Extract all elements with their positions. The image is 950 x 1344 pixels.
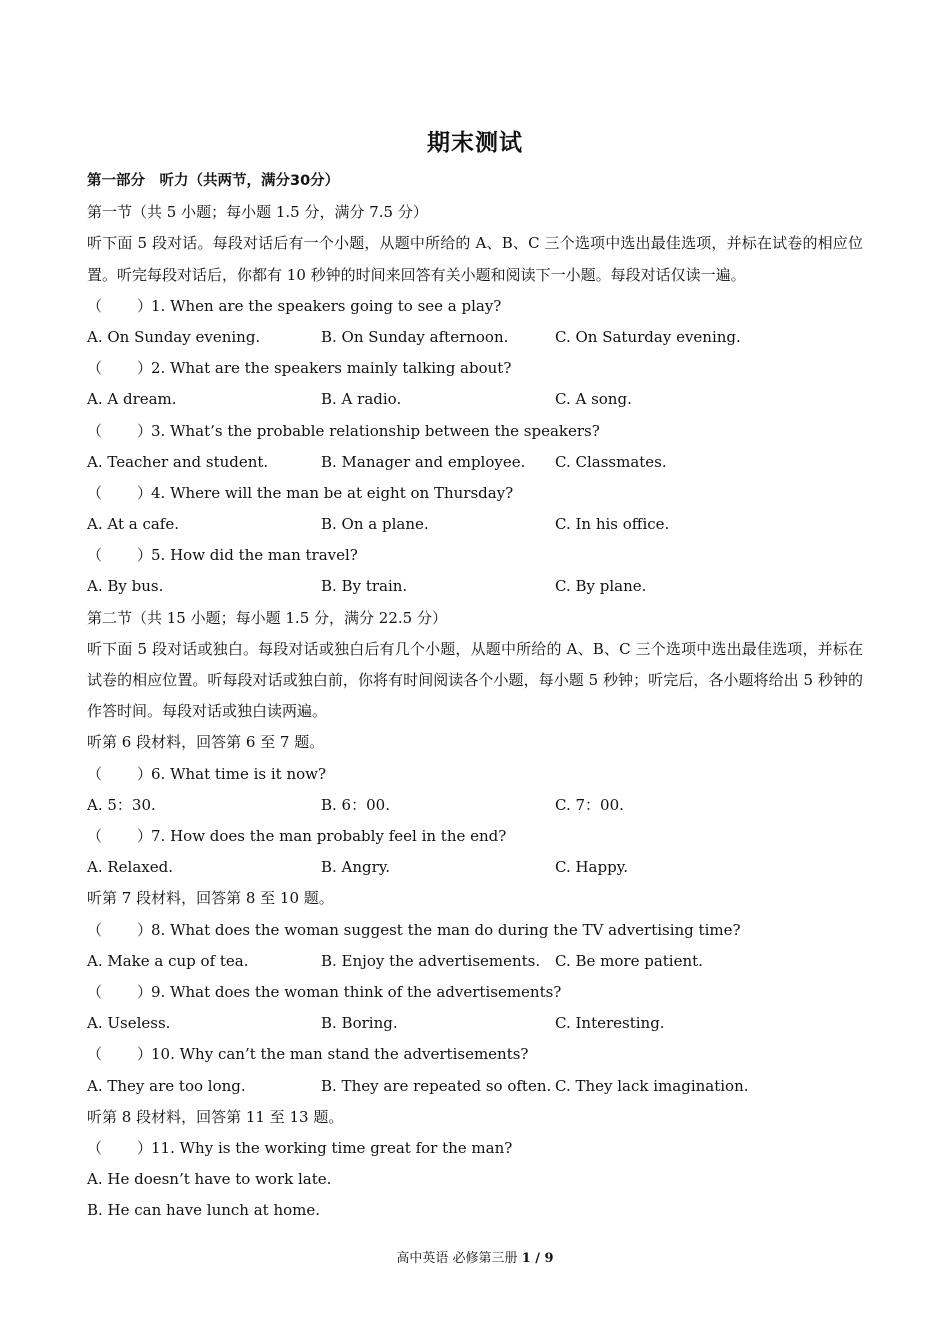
option-c: C. Interesting.	[555, 1014, 665, 1033]
option-a: A. By bus.	[87, 577, 164, 596]
option-b: B. By train.	[321, 577, 408, 596]
question-text: 11. Why is the working time great for the man?	[151, 1138, 513, 1157]
footer-subject: 高中英语 必修第三册	[396, 1251, 522, 1266]
question-text: 7. How does the man probably feel in the end?	[151, 827, 507, 846]
material-6-intro: 听第 6 段材料，回答第 6 至 7 题。	[87, 733, 325, 752]
answer-paren-close: ）	[137, 1045, 153, 1064]
option-c: C. By plane.	[555, 577, 647, 596]
answer-paren-open: （	[87, 827, 103, 846]
question-8	[87, 915, 863, 946]
option-b: B. On a plane.	[321, 515, 429, 534]
option-b: B. 6：00.	[321, 795, 390, 814]
section1-heading: 第一节（共 5 小题；每小题 1.5 分，满分 7.5 分）	[87, 203, 428, 222]
material-8-intro: 听第 8 段材料，回答第 11 至 13 题。	[87, 1107, 344, 1126]
question-3	[87, 416, 863, 447]
question-10	[87, 1039, 863, 1070]
footer-page-number: 1 / 9	[521, 1251, 554, 1266]
answer-paren-close: ）	[137, 982, 153, 1001]
answer-paren-open: （	[87, 982, 103, 1001]
section2-heading: 第二节（共 15 小题；每小题 1.5 分，满分 22.5 分）	[87, 608, 447, 627]
option-a: A. They are too long.	[87, 1076, 246, 1095]
question-7	[87, 821, 863, 852]
option-a: A. Useless.	[87, 1014, 171, 1033]
question-text: 6. What time is it now?	[151, 764, 327, 783]
option-b: B. On Sunday afternoon.	[321, 327, 509, 346]
option-c: C. A song.	[555, 390, 632, 409]
options-4	[87, 509, 863, 540]
answer-paren-close: ）	[137, 296, 153, 315]
question-9	[87, 977, 863, 1008]
material-7-intro: 听第 7 段材料，回答第 8 至 10 题。	[87, 889, 334, 908]
exam-content	[87, 166, 863, 1226]
option-c: C. Be more patient.	[555, 951, 703, 970]
answer-paren-close: ）	[137, 546, 153, 565]
question-text: 5. How did the man travel?	[151, 546, 358, 565]
answer-paren-open: （	[87, 1138, 103, 1157]
option-a: A. On Sunday evening.	[87, 327, 261, 346]
option-b: B. Boring.	[321, 1014, 398, 1033]
question-text: 1. When are the speakers going to see a play?	[151, 296, 502, 315]
answer-paren-close: ）	[137, 920, 153, 939]
options-2	[87, 384, 863, 415]
answer-paren-open: （	[87, 359, 103, 378]
options-1	[87, 322, 863, 353]
page-footer	[0, 1247, 950, 1266]
option-a: A. Relaxed.	[87, 858, 173, 877]
question-2	[87, 353, 863, 384]
question-5	[87, 540, 863, 571]
option-b: B. They are repeated so often.	[321, 1076, 552, 1095]
options-8	[87, 946, 863, 977]
answer-paren-open: （	[87, 1045, 103, 1064]
question-11	[87, 1133, 863, 1164]
question-text: 2. What are the speakers mainly talking about?	[151, 359, 512, 378]
question-text: 3. What’s the probable relationship between the speakers?	[151, 421, 600, 440]
answer-paren-close: ）	[137, 764, 153, 783]
option-c: C. In his office.	[555, 515, 670, 534]
option-11-a: A. He doesn’t have to work late.	[87, 1170, 332, 1189]
option-a: A. A dream.	[87, 390, 177, 409]
answer-paren-open: （	[87, 546, 103, 565]
answer-paren-close: ）	[137, 827, 153, 846]
part1-heading: 第一部分 听力（共两节，满分30分）	[87, 173, 340, 189]
option-b: B. A radio.	[321, 390, 402, 409]
answer-paren-close: ）	[137, 1138, 153, 1157]
option-a: A. 5：30.	[87, 795, 156, 814]
page-title: 期末测试	[427, 130, 523, 156]
question-text: 10. Why can’t the man stand the advertisements?	[151, 1045, 529, 1064]
answer-paren-open: （	[87, 421, 103, 440]
option-11-b: B. He can have lunch at home.	[87, 1201, 321, 1220]
options-7	[87, 852, 863, 883]
option-a: A. Teacher and student.	[87, 452, 269, 471]
answer-paren-close: ）	[137, 359, 153, 378]
answer-paren-open: （	[87, 764, 103, 783]
option-c: C. Happy.	[555, 858, 628, 877]
question-text: 4. Where will the man be at eight on Thursday?	[151, 483, 514, 502]
options-5	[87, 571, 863, 602]
answer-paren-open: （	[87, 920, 103, 939]
option-b: B. Enjoy the advertisements.	[321, 951, 541, 970]
answer-paren-open: （	[87, 483, 103, 502]
question-1	[87, 291, 863, 322]
section2-instructions: 听下面 5 段对话或独白。每段对话或独白后有几个小题，从题中所给的 A、B、C 三个选项中选出最佳选项，并标在试卷的相应位置。听每段对话或独白前，你将有时间阅读各个小题，每小题 5 秒钟；听完后，各小题将给出 5 秒钟的作答时间。每段对话或独白读两遍。	[87, 639, 863, 721]
option-a: A. At a cafe.	[87, 515, 179, 534]
option-c: C. They lack imagination.	[555, 1076, 749, 1095]
option-b: B. Angry.	[321, 858, 391, 877]
question-text: 8. What does the woman suggest the man do during the TV advertising time?	[151, 920, 741, 939]
options-6	[87, 790, 863, 821]
question-text: 9. What does the woman think of the advertisements?	[151, 982, 562, 1001]
answer-paren-close: ）	[137, 421, 153, 440]
options-3	[87, 447, 863, 478]
options-9	[87, 1008, 863, 1039]
options-10	[87, 1071, 863, 1102]
question-4	[87, 478, 863, 509]
question-6	[87, 759, 863, 790]
section1-instructions: 听下面 5 段对话。每段对话后有一个小题，从题中所给的 A、B、C 三个选项中选出最佳选项，并标在试卷的相应位置。听完每段对话后，你都有 10 秒钟的时间来回答有关小题和阅读下一小题。每段对话仅读一遍。	[87, 234, 863, 284]
option-c: C. 7：00.	[555, 795, 624, 814]
answer-paren-open: （	[87, 296, 103, 315]
answer-paren-close: ）	[137, 483, 153, 502]
option-a: A. Make a cup of tea.	[87, 951, 249, 970]
option-c: C. On Saturday evening.	[555, 327, 741, 346]
option-c: C. Classmates.	[555, 452, 667, 471]
option-b: B. Manager and employee.	[321, 452, 526, 471]
